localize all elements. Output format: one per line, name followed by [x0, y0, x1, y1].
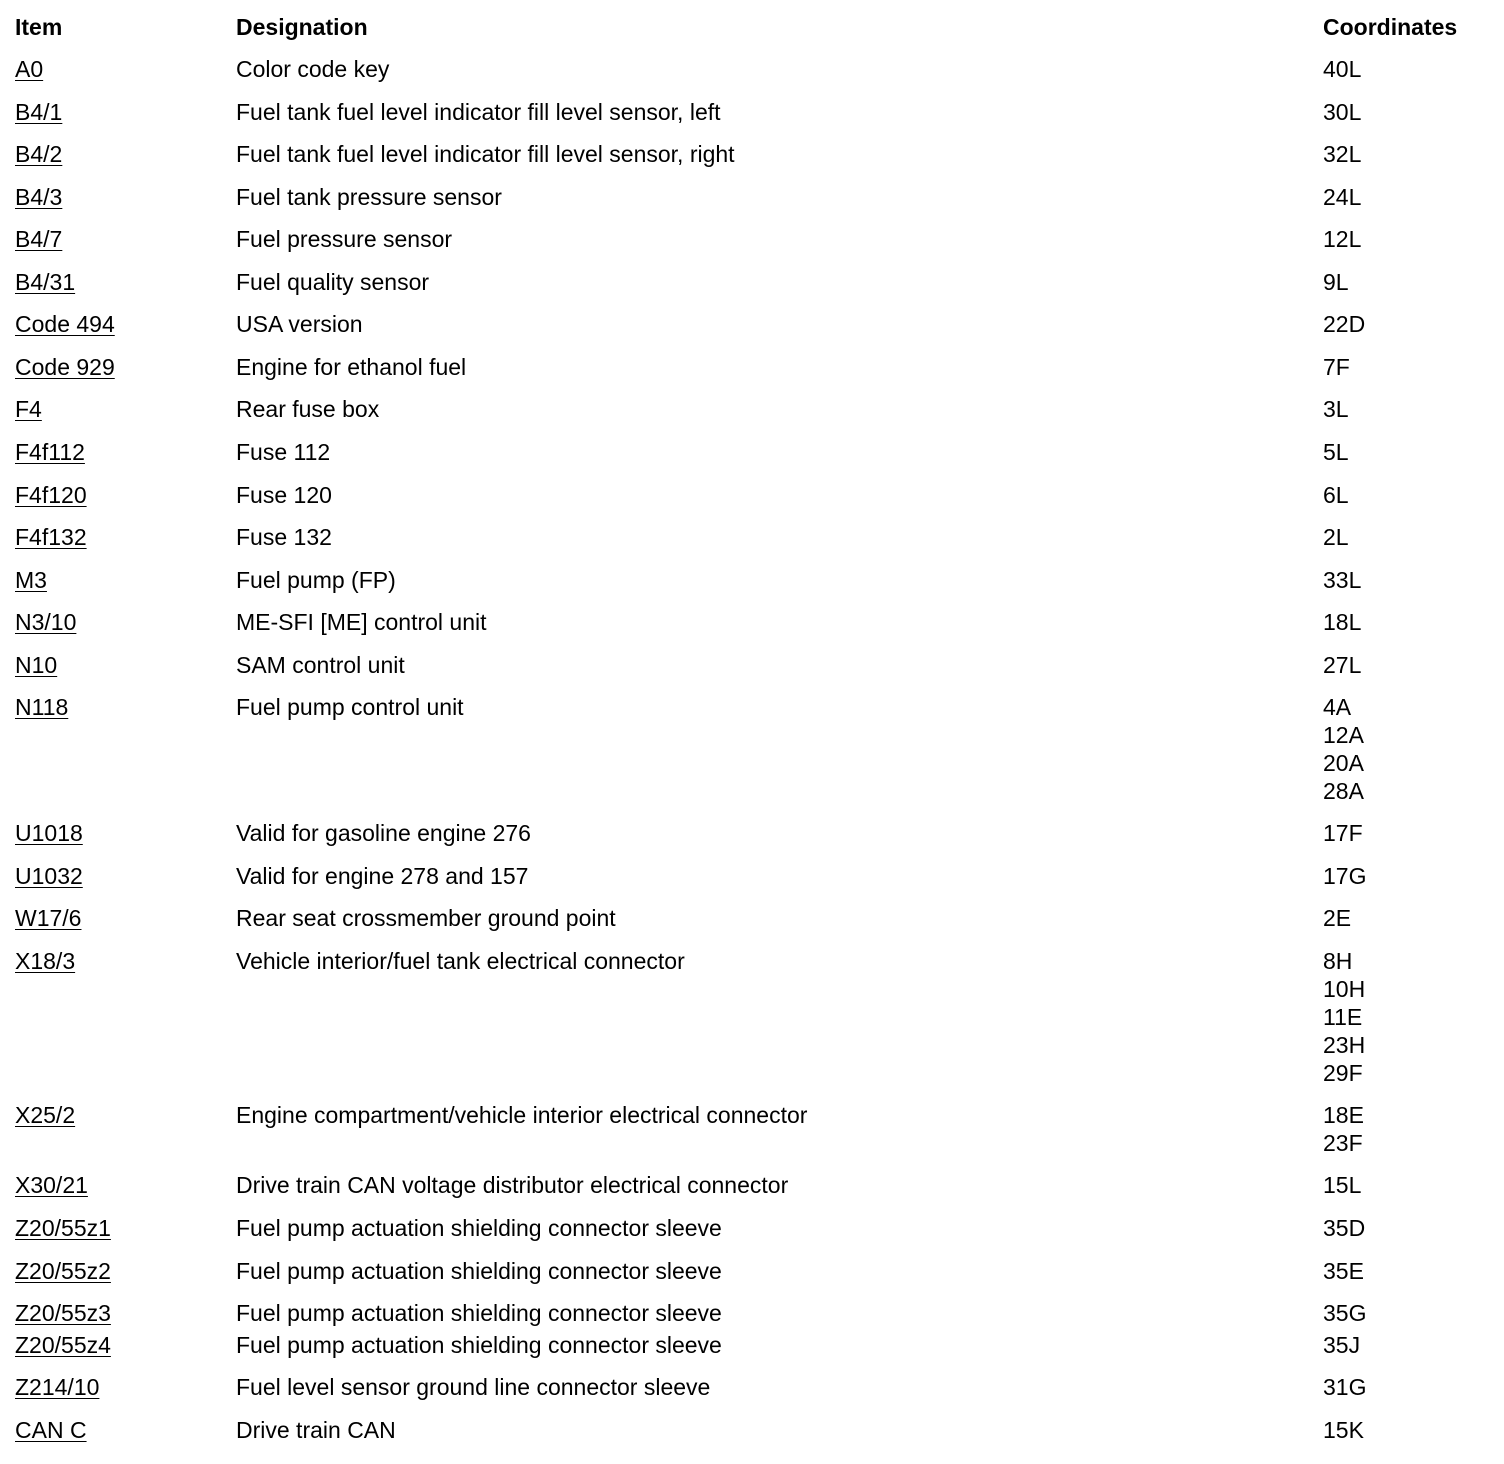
- coordinates-cell: [1323, 1101, 1364, 1157]
- coordinates-cell: [1323, 481, 1349, 509]
- designation-text: USA version: [236, 311, 363, 337]
- coordinates-cell: [1323, 651, 1361, 679]
- designation-text: Rear seat crossmember ground point: [236, 905, 616, 931]
- coordinate-value: 15L: [1323, 1172, 1362, 1198]
- item-link[interactable]: F4f120: [15, 482, 87, 508]
- item-link[interactable]: W17/6: [15, 905, 82, 931]
- coordinates-cell: [1323, 183, 1361, 211]
- coordinate-value: 27L: [1323, 652, 1362, 678]
- item-link[interactable]: N10: [15, 652, 58, 678]
- designation-text: Fuel tank fuel level indicator fill level sensor, left: [236, 99, 721, 125]
- item-link[interactable]: Code 929: [15, 354, 115, 380]
- designation-text: Fuel pump actuation shielding connector sleeve: [236, 1258, 722, 1284]
- coordinates-cell: [1323, 140, 1361, 168]
- item-link[interactable]: X18/3: [15, 948, 76, 974]
- coordinates-cell: [1323, 395, 1349, 423]
- coordinates-cell: [1323, 947, 1365, 1087]
- header-designation: Designation: [236, 14, 368, 40]
- coordinate-value: 2L: [1323, 524, 1349, 550]
- coordinate-value: 12A: [1323, 722, 1364, 748]
- item-link[interactable]: U1018: [15, 820, 83, 846]
- item-link[interactable]: Code 494: [15, 311, 115, 337]
- designation-text: Fuse 120: [236, 482, 332, 508]
- coordinates-cell: [1323, 1373, 1366, 1401]
- coordinates-cell: [1323, 566, 1361, 594]
- item-link[interactable]: M3: [15, 567, 47, 593]
- coordinate-value: 31G: [1323, 1374, 1367, 1400]
- coordinates-cell: [1323, 353, 1350, 381]
- designation-text: Engine for ethanol fuel: [236, 354, 467, 380]
- coordinate-value: 9L: [1323, 269, 1349, 295]
- item-link[interactable]: B4/7: [15, 226, 63, 252]
- coordinates-cell: [1323, 608, 1361, 636]
- coordinates-cell: [1323, 523, 1349, 551]
- coordinate-value: 20A: [1323, 750, 1364, 776]
- coordinate-value: 2E: [1323, 905, 1352, 931]
- coordinate-value: 11E: [1323, 1004, 1363, 1030]
- designation-text: Rear fuse box: [236, 396, 380, 422]
- coordinates-cell: [1323, 268, 1349, 296]
- designation-text: Fuel quality sensor: [236, 269, 430, 295]
- designation-text: Drive train CAN voltage distributor electrical connector: [236, 1172, 789, 1198]
- coordinates-cell: [1323, 98, 1361, 126]
- coordinate-value: 35D: [1323, 1215, 1366, 1241]
- designation-text: Fuel pump (FP): [236, 567, 396, 593]
- coordinates-cell: [1323, 819, 1363, 847]
- coordinates-cell: [1323, 1299, 1366, 1327]
- coordinate-value: 29F: [1323, 1060, 1363, 1086]
- coordinates-cell: [1323, 904, 1351, 932]
- coordinate-value: 30L: [1323, 99, 1362, 125]
- coordinate-value: 35J: [1323, 1332, 1361, 1358]
- item-link[interactable]: CAN C: [15, 1417, 87, 1443]
- designation-text: Valid for engine 278 and 157: [236, 863, 529, 889]
- coordinates-cell: [1323, 310, 1365, 338]
- coordinate-value: 22D: [1323, 311, 1366, 337]
- coordinate-value: 6L: [1323, 482, 1349, 508]
- coordinates-cell: [1323, 1171, 1361, 1199]
- coordinate-value: 24L: [1323, 184, 1362, 210]
- coordinate-value: 18E: [1323, 1102, 1364, 1128]
- item-link[interactable]: Z20/55z4: [15, 1332, 111, 1358]
- item-link[interactable]: Z214/10: [15, 1374, 100, 1400]
- designation-text: Fuel pump control unit: [236, 694, 464, 720]
- item-link[interactable]: B4/3: [15, 184, 63, 210]
- designation-text: Fuel pressure sensor: [236, 226, 453, 252]
- designation-text: Fuel pump actuation shielding connector sleeve: [236, 1215, 722, 1241]
- designation-text: ME-SFI [ME] control unit: [236, 609, 487, 635]
- coordinates-cell: [1323, 225, 1361, 253]
- item-link[interactable]: X30/21: [15, 1172, 88, 1198]
- coordinate-value: 3L: [1323, 396, 1349, 422]
- coordinates-cell: [1323, 1331, 1360, 1359]
- coordinate-value: 4A: [1323, 694, 1352, 720]
- item-link[interactable]: Z20/55z2: [15, 1258, 111, 1284]
- item-link[interactable]: X25/2: [15, 1102, 76, 1128]
- designation-text: Color code key: [236, 56, 390, 82]
- designation-text: Valid for gasoline engine 276: [236, 820, 531, 846]
- designation-text: Fuel pump actuation shielding connector sleeve: [236, 1332, 722, 1358]
- coordinate-value: 40L: [1323, 56, 1362, 82]
- designation-text: Fuel tank pressure sensor: [236, 184, 502, 210]
- header-coordinates: Coordinates: [1323, 14, 1458, 40]
- item-link[interactable]: N118: [15, 694, 69, 720]
- designation-text: Fuel tank fuel level indicator fill level sensor, right: [236, 141, 735, 167]
- designation-text: Fuel pump actuation shielding connector sleeve: [236, 1300, 722, 1326]
- coordinate-value: 17G: [1323, 863, 1367, 889]
- designation-text: Vehicle interior/fuel tank electrical connector: [236, 948, 685, 974]
- item-link[interactable]: Z20/55z1: [15, 1215, 111, 1241]
- designation-text: Drive train CAN: [236, 1417, 396, 1443]
- coordinates-cell: [1323, 862, 1366, 890]
- coordinate-value: 8H: [1323, 948, 1353, 974]
- coordinate-value: 28A: [1323, 778, 1364, 804]
- coordinate-value: 23H: [1323, 1032, 1366, 1058]
- coordinate-value: 17F: [1323, 820, 1363, 846]
- item-link[interactable]: A0: [15, 56, 44, 82]
- item-link[interactable]: B4/2: [15, 141, 63, 167]
- item-link[interactable]: F4f112: [15, 439, 85, 465]
- coordinate-value: 7F: [1323, 354, 1350, 380]
- coordinates-cell: [1323, 1257, 1364, 1285]
- item-link[interactable]: U1032: [15, 863, 83, 889]
- item-link[interactable]: F4: [15, 396, 42, 422]
- designation-text: Fuse 112: [236, 439, 331, 465]
- coordinates-cell: [1323, 693, 1364, 805]
- item-link[interactable]: F4f132: [15, 524, 87, 550]
- coordinates-cell: [1323, 1416, 1364, 1444]
- coordinate-value: 12L: [1323, 226, 1362, 252]
- coordinates-cell: [1323, 1214, 1365, 1242]
- coordinate-value: 15K: [1323, 1417, 1364, 1443]
- coordinates-cell: [1323, 55, 1361, 83]
- coordinate-value: 23F: [1323, 1130, 1363, 1156]
- coordinate-value: 10H: [1323, 976, 1366, 1002]
- coordinate-value: 33L: [1323, 567, 1362, 593]
- coordinate-value: 18L: [1323, 609, 1362, 635]
- header-item: Item: [15, 14, 63, 40]
- coordinate-value: 5L: [1323, 439, 1349, 465]
- item-link[interactable]: B4/31: [15, 269, 76, 295]
- coordinate-value: 35G: [1323, 1300, 1367, 1326]
- item-link[interactable]: N3/10: [15, 609, 77, 635]
- item-link[interactable]: B4/1: [15, 99, 63, 125]
- designation-text: Engine compartment/vehicle interior electrical connector: [236, 1102, 808, 1128]
- coordinate-value: 35E: [1323, 1258, 1364, 1284]
- item-link[interactable]: Z20/55z3: [15, 1300, 111, 1326]
- designation-text: Fuse 132: [236, 524, 332, 550]
- designation-text: SAM control unit: [236, 652, 405, 678]
- coordinate-value: 32L: [1323, 141, 1362, 167]
- coordinates-cell: [1323, 438, 1349, 466]
- designation-text: Fuel level sensor ground line connector sleeve: [236, 1374, 711, 1400]
